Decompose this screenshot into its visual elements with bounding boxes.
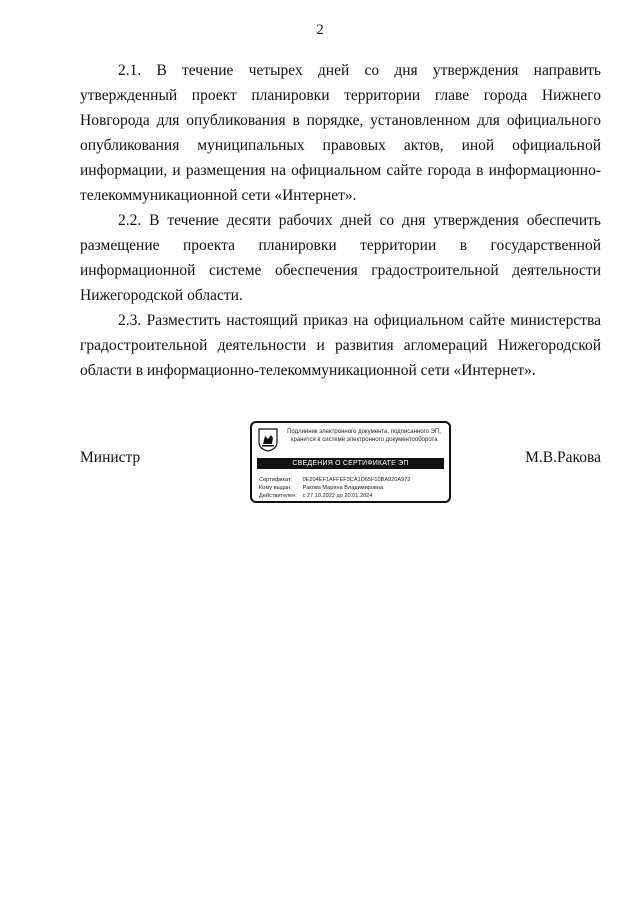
certificate-value: 0E204EF1AFFEF3CA1D65F10BA920A972 [302,477,411,483]
signer-name: М.В.Ракова [525,449,601,466]
stamp-header-line-2: хранится в системе электронного документооборота [290,437,438,443]
electronic-signature-stamp [250,421,451,503]
issued-to-row [259,484,410,492]
certificate-row [259,476,410,484]
stamp-header [284,428,444,444]
issued-to-label: Кому выдан: [259,485,292,491]
paragraph-2-3: 2.3. Разместить настоящий приказ на официальном сайте министерства градостроительной деятельности и развития агломераций Нижегородской области в информационно-телекоммуникационной сети «Интернет». [80,312,601,379]
certificate-details [259,476,410,500]
certificate-info-bar: СВЕДЕНИЯ О СЕРТИФИКАТЕ ЭП [257,458,444,469]
coat-of-arms-icon [258,428,278,452]
paragraph-2-1: 2.1. В течение четырех дней со дня утверждения направить утвержденный проект планировки территории главе города Нижнего Новгорода для опубликования в порядке, установленном для официального опубликования муниципальных правовых актов, иной официальной информации, и размещения на официальном сайте города в информационно-телекоммуникационной сети «Интернет». [80,62,601,204]
stamp-header-line-1: Подлинник электронного документа, подписанного ЭП, [287,429,441,435]
certificate-label: Сертификат: [259,477,293,483]
signer-title: Министр [80,449,141,466]
document-body [80,58,601,383]
validity-value: с 27.10.2022 до 20.01.2024 [302,493,373,499]
paragraph-2-2: 2.2. В течение десяти рабочих дней со дня утверждения обеспечить размещение проекта планировки территории в государственной информационной системе обеспечения градостроительной деятельности Нижегородской области. [80,212,601,304]
validity-row [259,492,410,500]
page-number: 2 [316,22,324,38]
validity-label: Действителен: [259,493,297,499]
issued-to-value: Ракова Марина Владимировна [302,485,384,491]
